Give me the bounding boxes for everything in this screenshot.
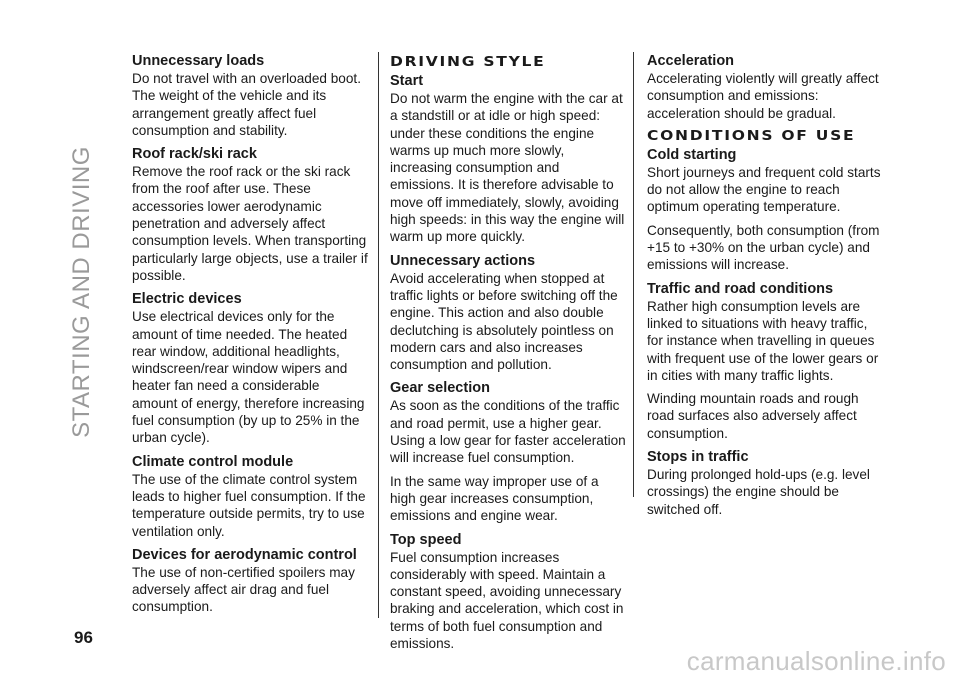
section-text-climate-control: The use of the climate control system leads to higher fuel consumption. If the temperature outside permits, try to use ventilation only. (132, 471, 366, 539)
section-text-traffic-road-1: Rather high consumption levels are linked to situations with heavy traffic, for instance when travelling in queues with frequent use of the lower gears or in cities with many traffic lights. (647, 298, 879, 383)
section-text-cold-starting-1: Short journeys and frequent cold starts do not allow the engine to reach optimum operating temperature. (647, 164, 881, 215)
section-text-unnecessary-loads: Do not travel with an overloaded boot. The weight of the vehicle and its arrangement greatly affect fuel consumption and stability. (132, 71, 361, 138)
section-text-electric-devices: Use electrical devices only for the amount of time needed. The heated rear window, additional headlights, windscreen/rear window wipers and heater fan need a considerable amount of energy, therefore increasing fuel consumption (by up to 25% in the urban cycle). (132, 309, 365, 446)
column-divider-2 (633, 52, 634, 497)
section-heading-unnecessary-loads: Unnecessary loads (132, 53, 265, 69)
chapter-heading-conditions-of-use: CONDITIONS OF USE (647, 127, 856, 144)
section-heading-electric-devices: Electric devices (132, 291, 242, 308)
section-text-gear-selection-1: As soon as the conditions of the traffic and road permit, use a higher gear. Using a low gear for faster acceleration will increase fuel consumption. (390, 398, 626, 466)
column-1 (132, 52, 368, 622)
column-divider-1 (378, 52, 379, 618)
section-text-start: Do not warm the engine with the car at a standstill or at idle or high speed: under these conditions the engine warms up much more slowly, increasing consumption and emissions. It is therefore advisable to move off immediately, slowly, avoiding high speeds: in this way the engine will warm up more quickly. (390, 91, 625, 245)
section-text-roof-rack: Remove the roof rack or the ski rack from the roof after use. These accessories lower aerodynamic penetration and adversely affect consumption levels. When transporting particularly large objects, use a trailer if possible. (132, 164, 368, 283)
section-text-cold-starting-2: Consequently, both consumption (from +15 to +30% on the urban cycle) and emissions will increase. (647, 222, 880, 273)
page-number: 96 (74, 628, 93, 647)
section-heading-gear-selection: Gear selection (390, 380, 490, 397)
section-text-acceleration: Accelerating violently will greatly affect consumption and emissions: acceleration should be gradual. (647, 71, 879, 121)
column-2 (390, 52, 626, 658)
section-heading-climate-control: Climate control module (132, 453, 294, 470)
column-3 (647, 52, 883, 524)
section-text-unnecessary-actions: Avoid accelerating when stopped at traffic lights or before switching off the engine. This action and also double declutching is absolutely pointless on modern cars and also increases consumption and pollution. (390, 270, 618, 373)
chapter-side-title-text: STARTING AND DRIVING (68, 146, 95, 438)
watermark: carmanualsonline.info (686, 646, 946, 676)
section-heading-start: Start (390, 73, 424, 89)
section-heading-unnecessary-actions: Unnecessary actions (390, 252, 536, 269)
section-heading-aerodynamic-control: Devices for aerodynamic control (132, 546, 357, 563)
section-text-aerodynamic-control: The use of non-certified spoilers may adversely affect air drag and fuel consumption. (132, 564, 355, 615)
section-heading-cold-starting: Cold starting (647, 146, 737, 163)
section-heading-traffic-road: Traffic and road conditions (647, 280, 834, 297)
section-heading-stops-in-traffic: Stops in traffic (647, 449, 749, 466)
section-heading-top-speed: Top speed (390, 531, 462, 548)
chapter-heading-driving-style: DRIVING STYLE (390, 54, 546, 70)
section-text-stops-in-traffic: During prolonged hold-ups (e.g. level crossings) the engine should be switched off. (647, 467, 870, 517)
section-text-traffic-road-2: Winding mountain roads and rough road surfaces also adversely affect consumption. (647, 391, 859, 441)
section-text-gear-selection-2: In the same way improper use of a high gear increases consumption, emissions and engine wear. (390, 473, 599, 524)
section-text-top-speed: Fuel consumption increases considerably with speed. Maintain a constant speed, avoiding unnecessary braking and acceleration, which cost in terms of both fuel consumption and emissions. (390, 549, 624, 652)
section-heading-roof-rack: Roof rack/ski rack (132, 146, 257, 163)
section-heading-acceleration: Acceleration (647, 53, 735, 69)
